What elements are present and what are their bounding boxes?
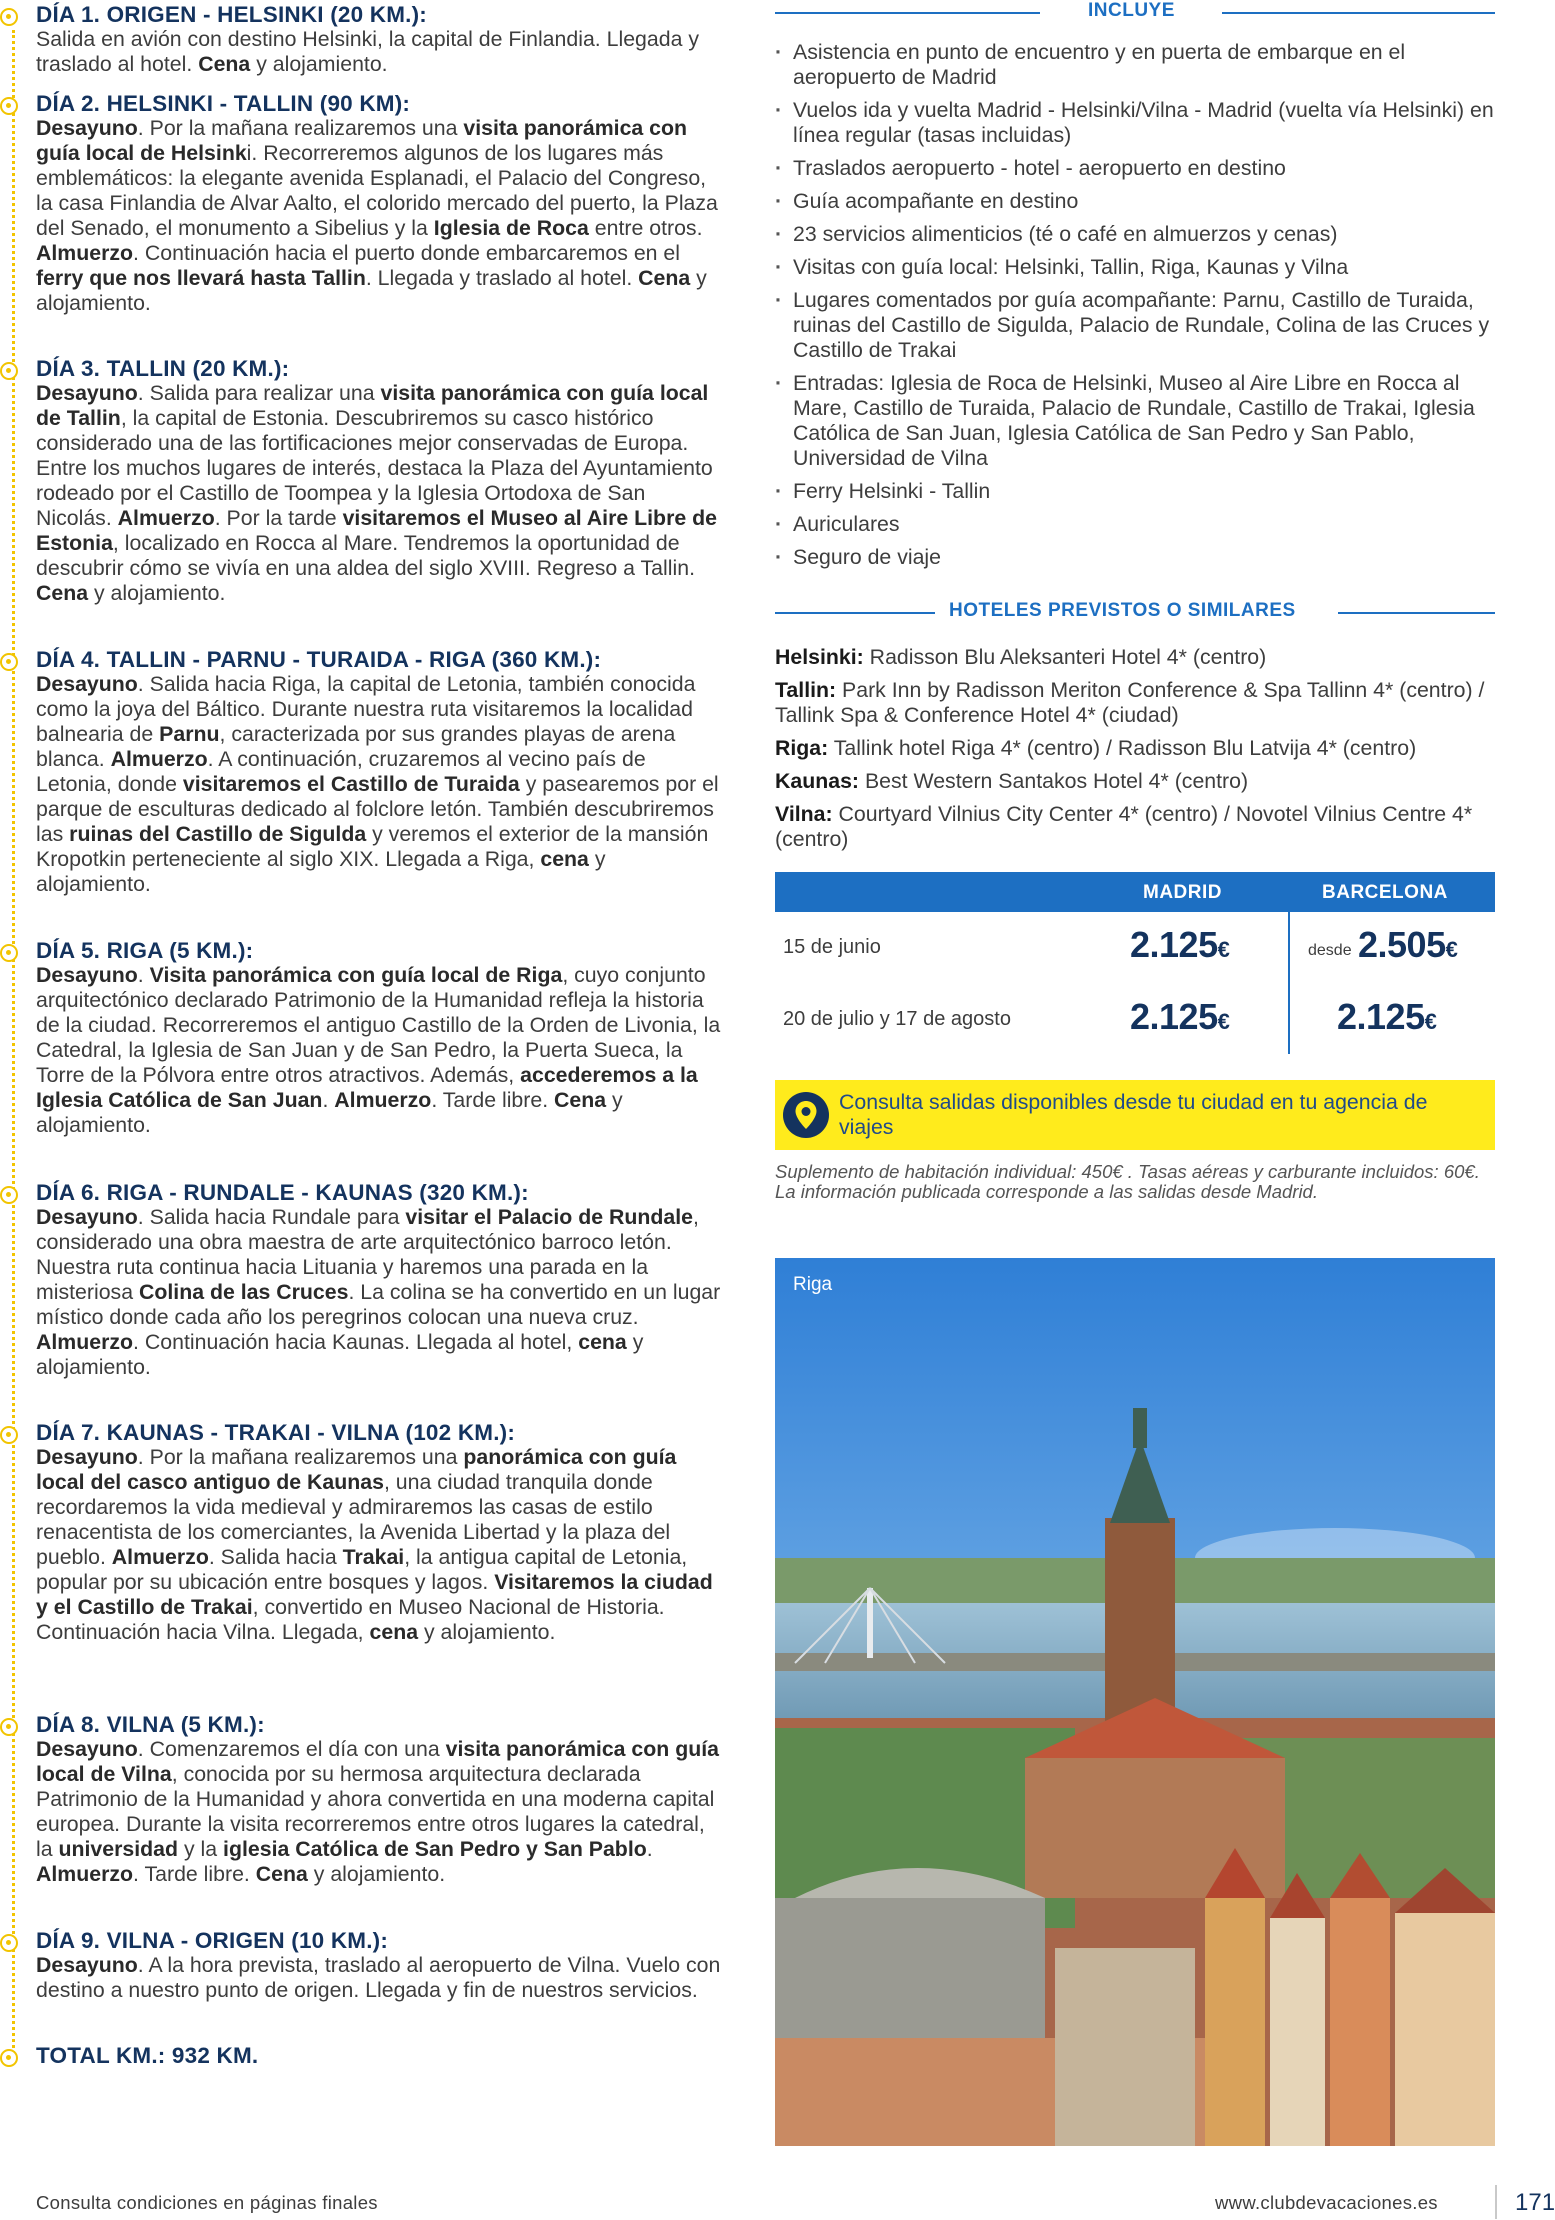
hoteles-title: HOTELES PREVISTOS O SIMILARES (949, 600, 1296, 621)
bold-text: Cena (638, 266, 691, 290)
text-run: , una ciudad tranquila donde recordaremos la vida medieval y admiraremos las casas de estilo renacentista de los comerciantes, la Avenida Libertad y la plaza del pueblo. (36, 1470, 671, 1569)
bold-text: Cena (198, 52, 251, 76)
bold-text: Visitaremos la ciudad y el Castillo de Trakai (36, 1570, 713, 1619)
bold-text: Almuerzo (36, 1862, 134, 1886)
bold-text: visita panorámica con guía local de Vilna (36, 1737, 719, 1786)
price-madrid: 2.125€ (1130, 924, 1230, 965)
bold-text: Almuerzo (117, 506, 215, 530)
text-run: . Salida para realizar una (137, 381, 381, 405)
bold-text: Almuerzo (334, 1088, 432, 1112)
bold-text: Visita panorámica con guía local de Riga (149, 963, 563, 987)
text-run: , la capital de Estonia. Descubriremos su casco histórico considerado una de las fortificaciones mejor conservadas de Europa. Entre los muchos lugares de interés, destaca la Plaza del Ayuntamiento rodeado por el Castillo de Toompea y la Iglesia Ortodoxa de San Nicolás. (36, 406, 713, 530)
day-text (36, 27, 722, 77)
text-run: . Continuación hacia el puerto donde embarcaremos en el (133, 241, 681, 265)
day-4 (36, 647, 722, 897)
day-title: DÍA 5. RIGA (5 KM.): (36, 938, 254, 963)
price-row (775, 984, 1495, 1056)
incluye-item: · Entradas: Iglesia de Roca de Helsinki, Museo al Aire Libre en Rocca al Mare, Castillo de Turaida, Palacio de Rundale, Castillo de Trakai, Iglesia Católica de San Juan, Iglesia Católica de San Pedro y San Pablo, Universidad de Vilna (775, 371, 1495, 471)
day-marker-icon (0, 653, 18, 671)
text-run: . Salida hacia Rundale para (137, 1205, 406, 1229)
hotel-entry (775, 736, 1495, 761)
text-run: . Continuación hacia Kaunas. Llegada al hotel, (133, 1330, 579, 1354)
text-run: y alojamiento. (418, 1620, 556, 1644)
bold-text: Desayuno (36, 1445, 138, 1469)
hotel-city: Helsinki: (775, 645, 864, 669)
text-run: y la (178, 1837, 224, 1861)
bold-text: panorámica con guía local del casco antiguo de Kaunas (36, 1445, 677, 1494)
text-run: , conocida por su hermosa arquitectura declarada Patrimonio de la Humanidad y ahora convertida en una moderna capital europea. Durante la visita recorreremos entre otros lugares la catedral, la (36, 1762, 715, 1861)
text-run: y alojamiento. (307, 1862, 446, 1886)
riga-photo (775, 1258, 1495, 2146)
incluye-item: · 23 servicios alimenticios (té o café en almuerzos y cenas) (775, 222, 1495, 247)
incluye-item: · Asistencia en punto de encuentro y en puerta de embarque en el aeropuerto de Madrid (775, 40, 1495, 90)
text-run: , caracterizada por sus grandes playas de arena blanca. (36, 722, 676, 771)
bold-text: Desayuno (36, 963, 138, 987)
bold-text: Cena (255, 1862, 308, 1886)
incluye-item: · Traslados aeropuerto - hotel - aeropuerto en destino (775, 156, 1495, 181)
hotel-name: Tallink hotel Riga 4* (centro) / Radisson Blu Latvija 4* (centro) (828, 736, 1417, 760)
bold-text: ferry que nos llevará hasta Tallin (36, 266, 366, 290)
text-run: . A la hora prevista, traslado al aeropuerto de Vilna. Vuelo con destino a nuestro punto de origen. Llegada y fin de nuestros servicios. (36, 1953, 721, 2002)
day-title: DÍA 9. VILNA - ORIGEN (10 KM.): (36, 1928, 389, 1953)
day-text (36, 1205, 722, 1380)
price-table (775, 872, 1495, 1056)
footer-divider (1495, 2185, 1497, 2219)
day-marker-icon (0, 1426, 18, 1444)
text-run: y veremos el exterior de la mansión Kropotkin perteneciente al siglo XIX. Llegada a Riga, (36, 822, 709, 871)
hotel-entry (775, 769, 1495, 794)
price-row (775, 912, 1495, 984)
bold-text: Almuerzo (111, 1545, 209, 1569)
text-run: . Salida hacia (208, 1545, 343, 1569)
itinerary-column (0, 0, 725, 2110)
total-km (36, 2043, 722, 2068)
day-text (36, 381, 722, 606)
bold-text: cena (578, 1330, 627, 1354)
day-title: DÍA 4. TALLIN - PARNU - TURAIDA - RIGA (360 KM.): (36, 647, 602, 672)
price-table-header (775, 872, 1495, 912)
text-run: y alojamiento. (36, 847, 606, 896)
text-run: . Tarde libre. (133, 1862, 256, 1886)
incluye-header (775, 0, 1495, 26)
text-run: i. Recorreremos algunos de los lugares más emblemáticos: la elegante avenida Esplanadi, el Palacio del Congreso, la casa Finlandia de Alvar Aalto, el colorido mercado del puerto, la Plaza del Senado, el monumento a Sibelius y la (36, 141, 718, 240)
day-title: DÍA 3. TALLIN (20 KM.): (36, 356, 290, 381)
day-2 (36, 91, 722, 316)
day-text (36, 672, 722, 897)
text-run: . Por la tarde (214, 506, 343, 530)
day-marker-icon (0, 362, 18, 380)
incluye-item: · Lugares comentados por guía acompañante: Parnu, Castillo de Turaida, ruinas del Castillo de Sigulda, Palacio de Rundale, Colina de las Cruces y Castillo de Trakai (775, 288, 1495, 363)
text-run: , convertido en Museo Nacional de Historia. Continuación hacia Vilna. Llegada, (36, 1595, 665, 1644)
bold-text: Desayuno (36, 1953, 138, 1977)
hotels-list (775, 645, 1495, 860)
day-6 (36, 1180, 722, 1380)
text-run: y alojamiento. (36, 1088, 623, 1137)
incluye-item: · Ferry Helsinki - Tallin (775, 479, 1495, 504)
incluye-item: · Seguro de viaje (775, 545, 1495, 570)
bold-text: Cena (554, 1088, 607, 1112)
text-run: y alojamiento. (88, 581, 226, 605)
hotel-name: Courtyard Vilnius City Center 4* (centro) / Novotel Vilnius Centre 4* (centro) (775, 802, 1473, 851)
bold-text: Desayuno (36, 1737, 138, 1761)
text-run: . Tarde libre. (431, 1088, 555, 1112)
bold-text: visita panorámica con guía local de Tallin (36, 381, 709, 430)
text-run: y alojamiento. (250, 52, 388, 76)
day-marker-icon (0, 1186, 18, 1204)
bold-text: visitar el Palacio de Rundale (405, 1205, 693, 1229)
bold-text: Parnu (159, 722, 220, 746)
text-run: . Comenzaremos el día con una (137, 1737, 446, 1761)
text-run: . (137, 963, 150, 987)
supplement-note: Suplemento de habitación individual: 450€ . Tasas aéreas y carburante incluidos: 60€. La información publicada corresponde a las salidas desde Madrid. (775, 1161, 1480, 1202)
hotel-city: Riga: (775, 736, 829, 760)
price-madrid: 2.125€ (1130, 996, 1230, 1037)
day-title: DÍA 2. HELSINKI - TALLIN (90 KM): (36, 91, 411, 116)
incluye-item: · Auriculares (775, 512, 1495, 537)
day-7 (36, 1420, 722, 1645)
text-run: . La colina se ha convertido en un lugar místico donde cada año los peregrinos colocan una nueva cruz. (36, 1280, 721, 1329)
day-title: DÍA 8. VILNA (5 KM.): (36, 1712, 265, 1737)
bold-text: Colina de las Cruces (138, 1280, 349, 1304)
text-run: , cuyo conjunto arquitectónico declarado Patrimonio de la Humanidad refleja la historia de la ciudad. Recorreremos el antiguo Castillo de la Orden de Livonia, la Catedral, la Iglesia de San Juan y de San Pedro, la Puerta Sueca, la Torre de la Pólvora entre otros atractivos. Además, (36, 963, 721, 1087)
price-barcelona: 2.125€ (1337, 996, 1437, 1037)
incluye-item: · Guía acompañante en destino (775, 189, 1495, 214)
page-number: 171 (1515, 2189, 1555, 2216)
col-madrid: MADRID (1143, 882, 1222, 903)
text-run: . Llegada y traslado al hotel. (365, 266, 639, 290)
incluye-item: · Vuelos ida y vuelta Madrid - Helsinki/Vilna - Madrid (vuelta vía Helsinki) en línea regular (tasas incluidas) (775, 98, 1495, 148)
bold-text: ruinas del Castillo de Sigulda (69, 822, 367, 846)
day-9 (36, 1928, 722, 2003)
text-run: y alojamiento. (36, 1330, 644, 1379)
day-5 (36, 938, 722, 1138)
price-barcelona: 2.505€ (1358, 924, 1458, 965)
hotel-city: Tallin: (775, 678, 837, 702)
day-marker-icon (0, 2049, 18, 2067)
footer-website: www.clubdevacaciones.es (1215, 2192, 1438, 2213)
day-text (36, 1953, 722, 2003)
text-run: . Por la mañana realizaremos una (137, 1445, 464, 1469)
day-8 (36, 1712, 722, 1887)
day-marker-icon (0, 97, 18, 115)
bold-text: Iglesia de Roca (433, 216, 589, 240)
hotel-city: Kaunas: (775, 769, 860, 793)
day-3 (36, 356, 722, 606)
day-marker-icon (0, 944, 18, 962)
photo-caption: Riga (793, 1274, 833, 1295)
hotel-entry (775, 645, 1495, 670)
text-run: . Salida hacia Riga, la capital de Letonia, también conocida como la joya del Báltico. Durante nuestra ruta visitaremos la localidad balnearia de (36, 672, 696, 746)
price-date: 15 de junio (783, 936, 881, 958)
bold-text: visitaremos el Castillo de Turaida (182, 772, 520, 796)
text-run: , la antigua capital de Letonia, popular por su ubicación entre bosques y lagos. (36, 1545, 688, 1594)
text-run: . Por la mañana realizaremos una (137, 116, 464, 140)
bold-text: iglesia Católica de San Pedro y San Pablo (223, 1837, 647, 1861)
incluye-list (775, 40, 1495, 578)
timeline-line (12, 30, 15, 2060)
text-run: , localizado en Rocca al Mare. Tendremos la oportunidad de descubrir cómo se vivía en una aldea del siglo XVIII. Regreso a Tallin. (36, 531, 695, 580)
hotel-name: Best Western Santakos Hotel 4* (centro) (859, 769, 1249, 793)
day-text (36, 116, 722, 316)
bold-text: cena (369, 1620, 419, 1644)
hotel-name: Park Inn by Radisson Meriton Conference & Spa Tallinn 4* (centro) / Tallink Spa & Conference Hotel 4* (ciudad) (775, 678, 1485, 727)
text-run: . (646, 1837, 653, 1861)
day-text (36, 1445, 722, 1645)
day-1 (36, 2, 722, 77)
text-run: . A continuación, cruzaremos al vecino país de Letonia, donde (36, 747, 646, 796)
day-title: DÍA 7. KAUNAS - TRAKAI - VILNA (102 KM.): (36, 1420, 516, 1445)
price-date: 20 de julio y 17 de agosto (783, 1008, 1011, 1030)
text-run: Salida en avión con destino Helsinki, la capital de Finlandia. Llegada y traslado al hotel. (36, 27, 699, 76)
hotel-city: Vilna: (775, 802, 833, 826)
day-marker-icon (0, 1718, 18, 1736)
footer-conditions: Consulta condiciones en páginas finales (36, 2192, 378, 2213)
bold-text: visitaremos el Museo al Aire Libre de Estonia (36, 506, 717, 555)
bold-text: Cena (36, 581, 89, 605)
bold-text: cena (540, 847, 589, 871)
text-run: entre otros. (588, 216, 703, 240)
hotel-name: Radisson Blu Aleksanteri Hotel 4* (centro) (863, 645, 1267, 669)
incluye-item: · Visitas con guía local: Helsinki, Tallin, Riga, Kaunas y Vilna (775, 255, 1495, 280)
bold-text: universidad (58, 1837, 179, 1861)
text-run: . (322, 1088, 335, 1112)
day-marker-icon (0, 1934, 18, 1952)
col-barcelona: BARCELONA (1322, 882, 1448, 903)
bold-text: Desayuno (36, 381, 138, 405)
bold-text: accederemos a la Iglesia Católica de San Juan (36, 1063, 698, 1112)
text-run: , considerado una obra maestra de arte arquitectónico barroco letón. Nuestra ruta continua hacia Lituania y haremos una parada en la misteriosa (36, 1205, 699, 1304)
day-text (36, 1737, 722, 1887)
bold-text: Almuerzo (36, 241, 134, 265)
hotel-entry (775, 678, 1495, 728)
consulta-banner (775, 1080, 1495, 1150)
bold-text: visita panorámica con guía local de Helsink (36, 116, 688, 165)
text-run: y alojamiento. (36, 266, 707, 315)
hotel-entry (775, 802, 1495, 852)
total-km-text: TOTAL KM.: 932 KM. (36, 2043, 259, 2068)
bold-text: Desayuno (36, 672, 138, 696)
bold-text: Desayuno (36, 116, 138, 140)
location-pin-icon (783, 1092, 829, 1138)
day-title: DÍA 1. ORIGEN - HELSINKI (20 KM.): (36, 2, 427, 27)
incluye-title: INCLUYE (1088, 0, 1175, 21)
text-run: y pasearemos por el parque de esculturas dedicado al folclore letón. También descubriremos las (36, 772, 719, 846)
day-title: DÍA 6. RIGA - RUNDALE - KAUNAS (320 KM.): (36, 1180, 529, 1205)
day-marker-icon (0, 8, 18, 26)
bold-text: Desayuno (36, 1205, 138, 1229)
bold-text: Trakai (342, 1545, 405, 1569)
consulta-text: Consulta salidas disponibles desde tu ciudad en tu agencia de viajes (839, 1090, 1428, 1139)
bold-text: Almuerzo (36, 1330, 134, 1354)
hoteles-header (775, 600, 1495, 626)
price-prefix: desde (1308, 942, 1352, 959)
bold-text: Almuerzo (110, 747, 208, 771)
day-text (36, 963, 722, 1138)
